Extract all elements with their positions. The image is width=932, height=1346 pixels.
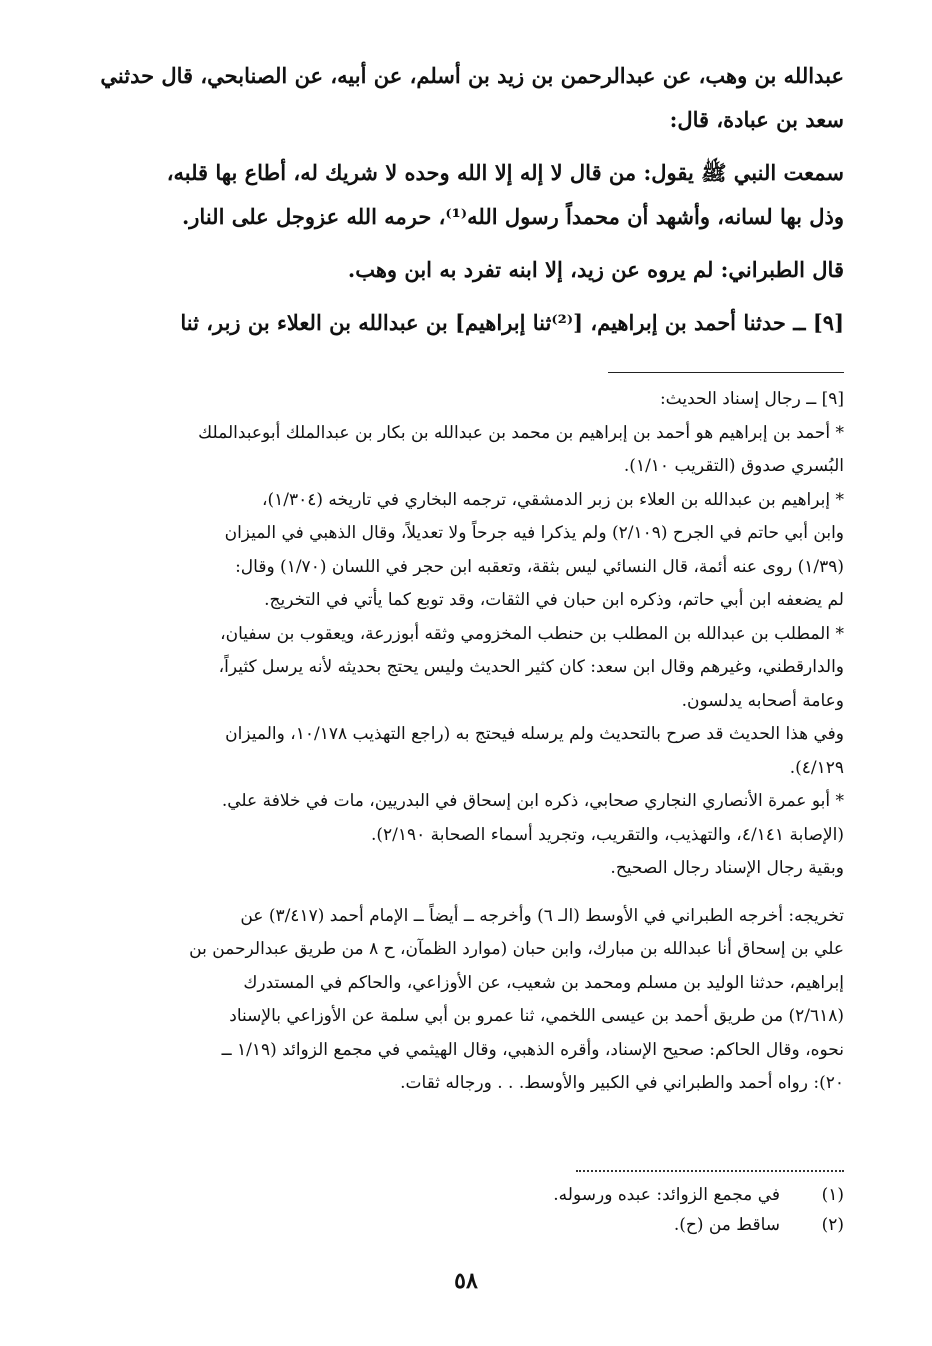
notes-line: * أحمد بن إبراهيم هو أحمد بن إبراهيم بن محمد بن عبدالله بن بكار بن عبدالملك أبوعبدالملك [198,422,844,443]
main-line: قال الطبراني: لم يروه عن زيد، إلا ابنه تفرد به ابن وهب. [347,257,844,282]
notes-line: لم يضعفه ابن أبي حاتم، وذكره ابن حبان في الثقات، وقد توبع كما يأتي في التخريج. [264,590,844,610]
main-line: [٩] ــ حدثنا أحمد بن إبراهيم، [⁽²⁾ثنا إبراهيم] بن عبدالله بن العلاء بن زبر، ثنا [180,310,844,335]
notes-line: (١/٣٩) روى عنه أئمة، قال النسائي ليس بثقة، وتعقبه ابن حجر في اللسان (١/٧٠) وقال: [235,556,844,577]
footnote-item [40,1180,844,1210]
footnote-text: في مجمع الزوائد: عبده ورسوله. [553,1185,780,1205]
notes-line: وبقية رجال الإسناد رجال الصحيح. [610,858,844,878]
notes-line: [٩] ــ رجال إسناد الحديث: [659,389,844,409]
notes-line: * إبراهيم بن عبدالله بن العلاء بن زبر الدمشقي، ترجمه البخاري في تاريخه (١/٣٠٤)، [261,489,844,510]
main-line: عبدالله بن وهب، عن عبدالرحمن بن زيد بن أسلم، عن أبيه، عن الصنابحي، قال حدثني [100,63,844,88]
main-line: سمعت النبي ﷺ يقول: من قال لا إله إلا الله وحده لا شريك له، أطاع بها قلبه، [166,160,844,185]
notes-line: * أبو عمرة الأنصاري النجاري صحابي، ذكره ابن إسحاق في البدريين، مات في خلافة علي. [221,791,844,811]
notes-line: البُسري صدوق (التقريب ١/١٠). [623,456,844,476]
notes-line: (الإصابة ٤/١٤١، والتهذيب، والتقريب، وتجريد أسماء الصحابة ٢/١٩٠). [370,824,844,845]
takhrij-line: نحوه، وقال الحاكم: صحيح الإسناد، وأقره الذهبي، وقال الهيثمي في مجمع الزوائد (١/١٩ ــ [221,1039,844,1060]
footnote-number: (١) [821,1185,844,1205]
notes-line: وفي هذا الحديث قد صرح بالتحديث ولم يرسله فيحتج به (راجع التهذيب ١٠/١٧٨، والميزان [225,724,844,744]
notes-line: وعامة أصحابه يدلسون. [681,690,844,711]
footnote-text: ساقط من (ح). [673,1215,780,1235]
notes-line: ٤/١٢٩). [789,757,844,778]
footnote-item [40,1210,844,1240]
footnote-divider [576,1170,844,1172]
notes-line: والدارقطني، وغيرهم وقال ابن سعد: كان كثير الحديث وليس يحتج بحديثه لأنه يرسل كثيراً، [218,657,844,677]
page-number: ٥٨ [454,1268,478,1294]
notes-line: وابن أبي حاتم في الجرح (٢/١٠٩) ولم يذكرا فيه جرحاً ولا تعديلاً، وقال الذهبي في الميزان [224,523,844,543]
notes-line: * المطلب بن عبدالله بن المطلب بن حنطب المخزومي وثقه أبوزرعة، ويعقوب بن سفيان، [220,623,844,644]
footnotes [40,1180,844,1240]
main-line: وذل بها لسانه، وأشهد أن محمداً رسول الله⁽¹⁾، حرمه الله عزوجل على النار. [181,204,844,229]
section-divider [608,372,844,373]
footnote-number: (٢) [821,1215,844,1235]
takhrij-line: إبراهيم، حدثنا الوليد بن مسلم ومحمد بن شعيب، عن الأوزاعي، والحاكم في المستدرك [243,972,844,993]
takhrij-line: (٢/٦١٨) من طريق أحمد بن عيسى اللخمي، ثنا عمرو بن أبي سلمة عن الأوزاعي بالإسناد [229,1006,844,1026]
takhrij-line: تخريجه: أخرجه الطبراني في الأوسط (الـ ٦) وأخرجه ــ أيضاً ــ الإمام أحمد (٣/٤١٧) عن [240,905,844,926]
takhrij-line: علي بن إسحاق أنا عبدالله بن مبارك، وابن حبان (موارد الظمآن، ح ٨ من طريق عبدالرحمن بن [189,939,844,959]
takhrij-line: ٢٠): رواه أحمد والطبراني في الكبير والأوسط. . . ورجاله ثقات. [400,1073,844,1093]
main-text-block [40,54,844,345]
main-line: سعد بن عبادة، قال: [669,107,844,132]
narrators-notes [40,383,844,1101]
